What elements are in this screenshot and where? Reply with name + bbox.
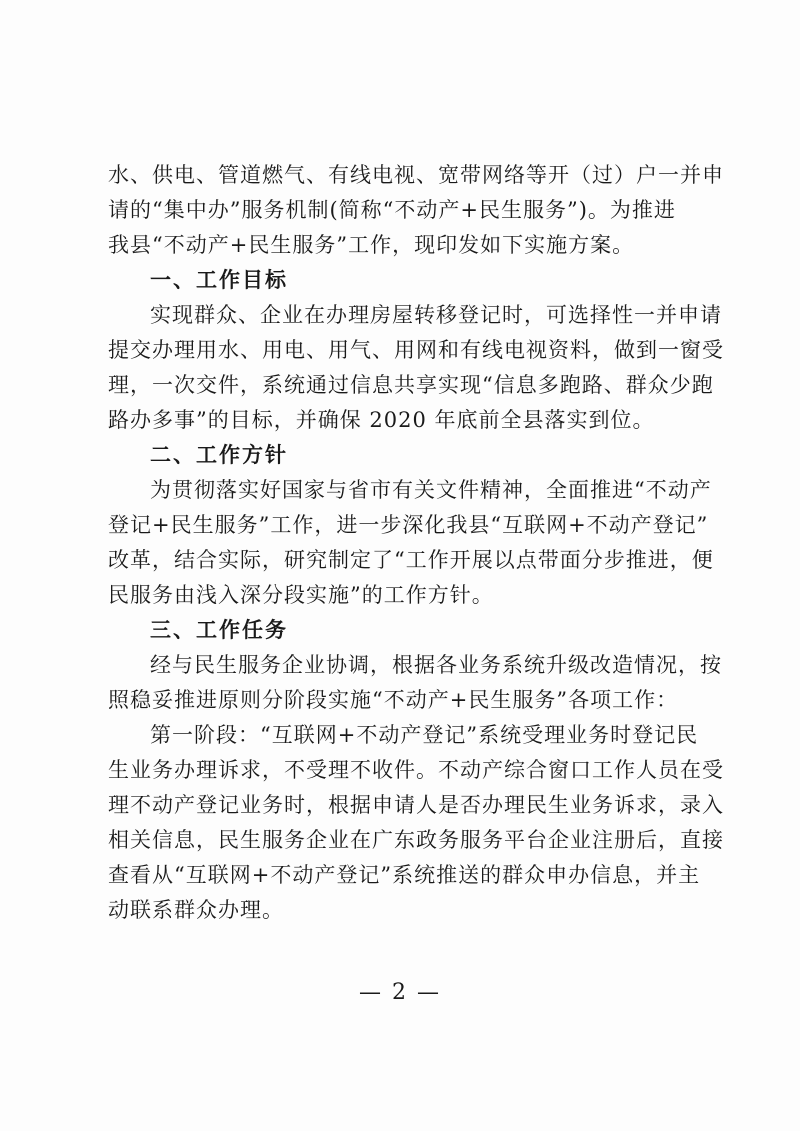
text-line: 我县“不动产+民生服务”工作，现印发如下实施方案。	[108, 233, 635, 257]
text-line: 水、供电、管道燃气、有线电视、宽带网络等开（过）户一并申	[108, 163, 724, 187]
text-line: 经与民生服务企业协调，根据各业务系统升级改造情况，按	[150, 653, 722, 677]
text-line: 民服务由浅入深分段实施”的工作方针。	[108, 583, 494, 607]
text-line: 路办多事”的目标，并确保 2020 年底前全县落实到位。	[108, 408, 655, 432]
section-heading-policy: 二、工作方针	[150, 443, 288, 467]
text-line: 提交办理用水、用电、用气、用网和有线电视资料，做到一窗受	[108, 338, 724, 362]
text-line: 查看从“互联网+不动产登记”系统推送的群众申办信息，并主	[108, 863, 701, 887]
document-body	[108, 158, 724, 928]
text-line: 相关信息，民生服务企业在广东政务服务平台企业注册后，直接	[108, 828, 724, 852]
text-line: 登记+民生服务”工作，进一步深化我县“互联网+不动产登记”	[108, 513, 709, 537]
text-line: 改革，结合实际，研究制定了“工作开展以点带面分步推进，便	[108, 548, 714, 572]
text-line: 生业务办理诉求，不受理不收件。不动产综合窗口工作人员在受	[108, 758, 724, 782]
text-line: 第一阶段：“互联网+不动产登记”系统受理业务时登记民	[150, 723, 699, 747]
text-line: 请的“集中办”服务机制(简称“不动产+民生服务”)。为推进	[108, 198, 676, 222]
text-line: 实现群众、企业在办理房屋转移登记时，可选择性一并申请	[150, 303, 722, 327]
text-line: 理，一次交件，系统通过信息共享实现“信息多跑路、群众少跑	[108, 373, 714, 397]
text-line: 为贯彻落实好国家与省市有关文件精神，全面推进“不动产	[150, 478, 712, 502]
page-number: — 2 —	[359, 980, 441, 1005]
text-line: 动联系群众办理。	[108, 898, 284, 922]
text-line: 理不动产登记业务时，根据申请人是否办理民生业务诉求，录入	[108, 793, 724, 817]
section-heading-tasks: 三、工作任务	[150, 618, 288, 642]
section-heading-goals: 一、工作目标	[150, 268, 288, 292]
text-line: 照稳妥推进原则分阶段实施“不动产+民生服务”各项工作：	[108, 688, 679, 712]
